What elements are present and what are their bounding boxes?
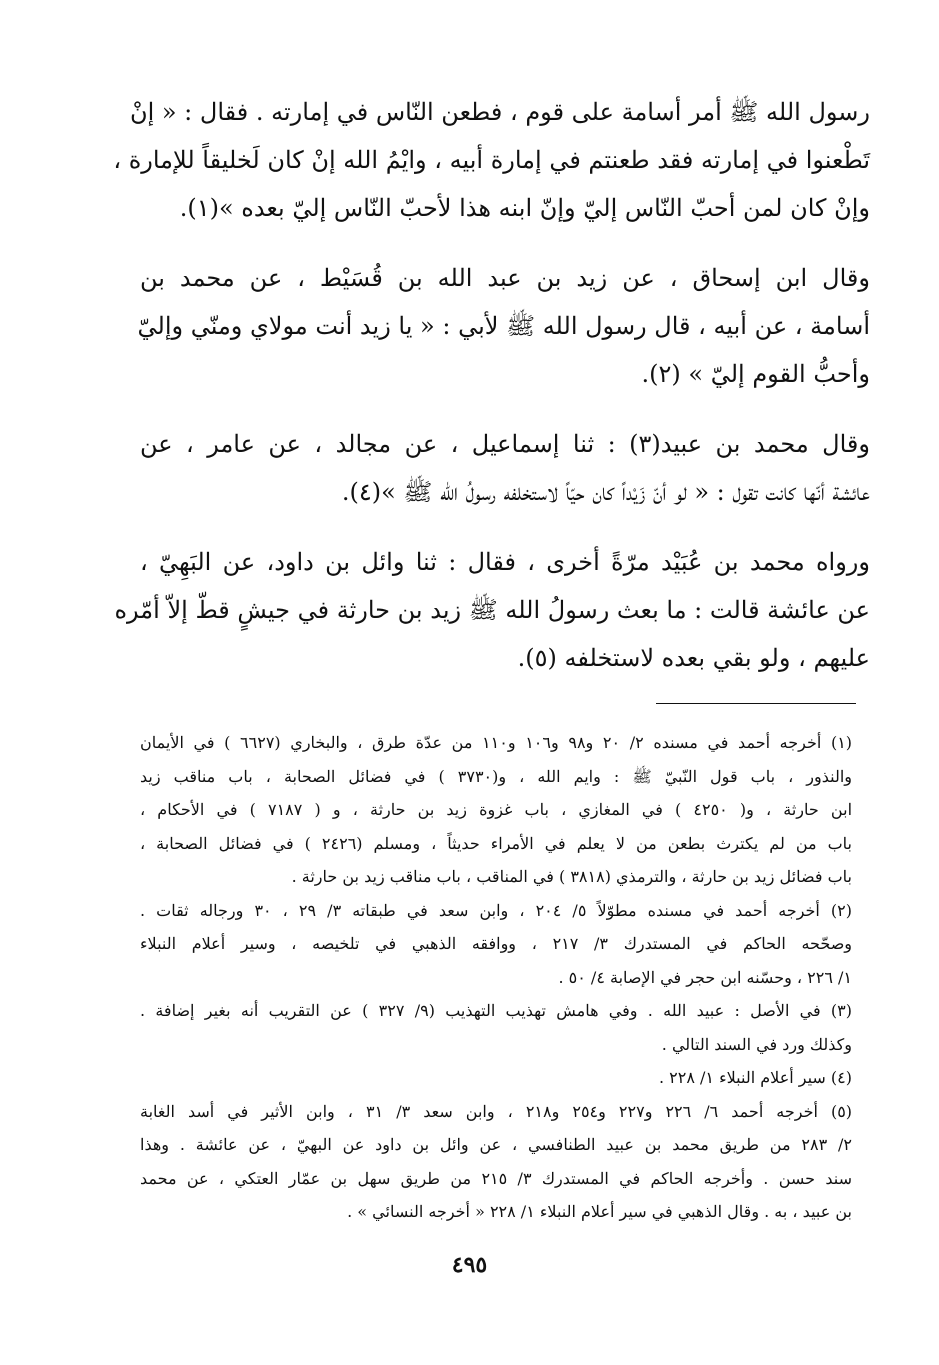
text-line: عن عائشة قالت : ما بعث رسولُ الله ﷺ زيد بن حارثة في جيشٍ قطّ إلاّ أمّره — [114, 596, 870, 624]
footnote-1 — [140, 726, 852, 894]
main-text — [113, 88, 870, 704]
text-line: عليهم ، ولو بقي بعده لاستخلفه (٥). — [517, 644, 870, 672]
paragraph-4 — [114, 538, 870, 682]
footnote-line: بن عبيد ، به . وقال الذهبي في سير أعلام النبلاء ١/ ٢٢٨ « أخرجه النسائي » . — [347, 1202, 852, 1221]
paragraph-2 — [137, 254, 870, 398]
footnotes — [140, 726, 852, 1229]
footnote-line: ١/ ٢٢٦ ، وحسّنه ابن حجر في الإصابة ٤/ ٥٠ . — [558, 967, 852, 987]
footnote-divider — [656, 703, 856, 704]
footnote-line: (٣) في الأصل : عبيد الله . وفي هامش تهذيب التهذيب (٩/ ٣٢٧ ) عن التقريب أنه بغير إضافة . — [140, 1001, 853, 1020]
footnote-line: (٤) سير أعلام النبلاء ١/ ٢٢٨ . — [658, 1068, 852, 1087]
footnote-line: وصحّحه الحاكم في المستدرك ٣/ ٢١٧ ، ووافقه الذهبي في تلخيصه ، وسير أعلام النبلاء — [140, 934, 853, 953]
footnote-line: (٢) أخرجه أحمد في مسنده مطوّلاً ٥/ ٢٠٤ ، وابن سعد في طبقاته ٣/ ٢٩ ، ٣٠ ورجاله ثقات . — [140, 900, 853, 920]
text-line: وأحبُّ القوم إليّ » (٢). — [641, 360, 870, 388]
footnote-line: ابن حارثة ، و( ٤٢٥٠ ) في المغازي ، باب غزوة زيد بن حارثة ، و ( ٧١٨٧ ) في الأحكام ، — [140, 800, 853, 819]
text-line: وقال ابن إسحاق ، عن زيد بن عبد الله بن قُسَيْط ، عن محمد بن — [140, 264, 870, 292]
footnote-2 — [140, 894, 852, 995]
footnote-line: سند حسن . وأخرجه الحاكم في المستدرك ٣/ ٢١٥ من طريق سهل بن عمّار العتكي ، عن محمد — [140, 1168, 853, 1188]
paragraph-3 — [140, 420, 870, 516]
footnote-4 — [140, 1061, 852, 1095]
footnote-3 — [140, 994, 852, 1061]
text-line: رسول الله ﷺ أمر أسامة على قوم ، فطعن النّاس في إمارته . فقال : « إنْ — [129, 98, 870, 126]
text-line: أسامة ، عن أبيه ، قال رسول الله ﷺ لأبي : « يا زيد أنت مولاي ومنّي وإليّ — [137, 312, 870, 340]
footnote-line: وكذلك ورد في السند التالي . — [661, 1034, 852, 1054]
page-number: ٤٩٥ — [451, 1252, 488, 1278]
footnote-line: باب من لم يكترث بطعن من لا يعلم في الأمراء حديثاً ، ومسلم (٢٤٢٦ ) في فضائل الصحابة ، — [140, 833, 853, 853]
footnote-line: والنذور ، باب قول النّبيّ ﷺ : وايم الله ، و(٣٧٣٠ ) في فضائل الصحابة ، باب مناقب زيد — [140, 766, 853, 786]
text-line: عائشة أنّها كانت تقول : « لو أنّ زَيْداً كان حيّاً لاستخلفه رسولُ الله ﷺ »(٤). — [341, 478, 870, 506]
footnote-line: (٥) أخرجه أحمد ٦/ ٢٢٦ و٢٢٧ و٢٥٤ و٢١٨ ، وابن سعد ٣/ ٣١ ، وابن الأثير في أسد الغابة — [140, 1101, 853, 1121]
footnote-line: ٢/ ٢٨٣ من طريق محمد بن عبيد الطنافسي ، عن وائل بن داود عن البهيّ ، عن عائشة . وهذا — [140, 1135, 852, 1154]
footnote-line: (١) أخرجه أحمد في مسنده ٢/ ٢٠ و٩٨ و١٠٦ و١١٠ من عدّة طرق ، والبخاري (٦٦٢٧ ) في الأيمان — [140, 733, 853, 752]
paragraph-1 — [113, 88, 870, 232]
text-line: وقال محمد بن عبيد(٣) : ثنا إسماعيل ، عن مجالد ، عن عامر ، عن — [140, 430, 870, 458]
footnote-line: باب فضائل زيد بن حارثة ، والترمذي (٣٨١٨ ) في المناقب ، باب مناقب زيد بن حارثة . — [291, 867, 852, 886]
text-line: وإنْ كان لمن أحبّ النّاس إليّ وإنّ ابنه هذا لأحبّ النّاس إليّ بعده »(١). — [179, 194, 870, 222]
text-line: ورواه محمد بن عُبَيْد مرّةً أخرى ، فقال : ثنا وائل بن داود، عن البَهِيّ ، — [140, 548, 870, 576]
text-line: تَطْعنوا في إمارته فقد طعنتم في إمارة أبيه ، وايْمُ الله إنْ كان لَخليقاً للإمارة ، — [113, 146, 870, 174]
footnote-5 — [140, 1095, 852, 1229]
